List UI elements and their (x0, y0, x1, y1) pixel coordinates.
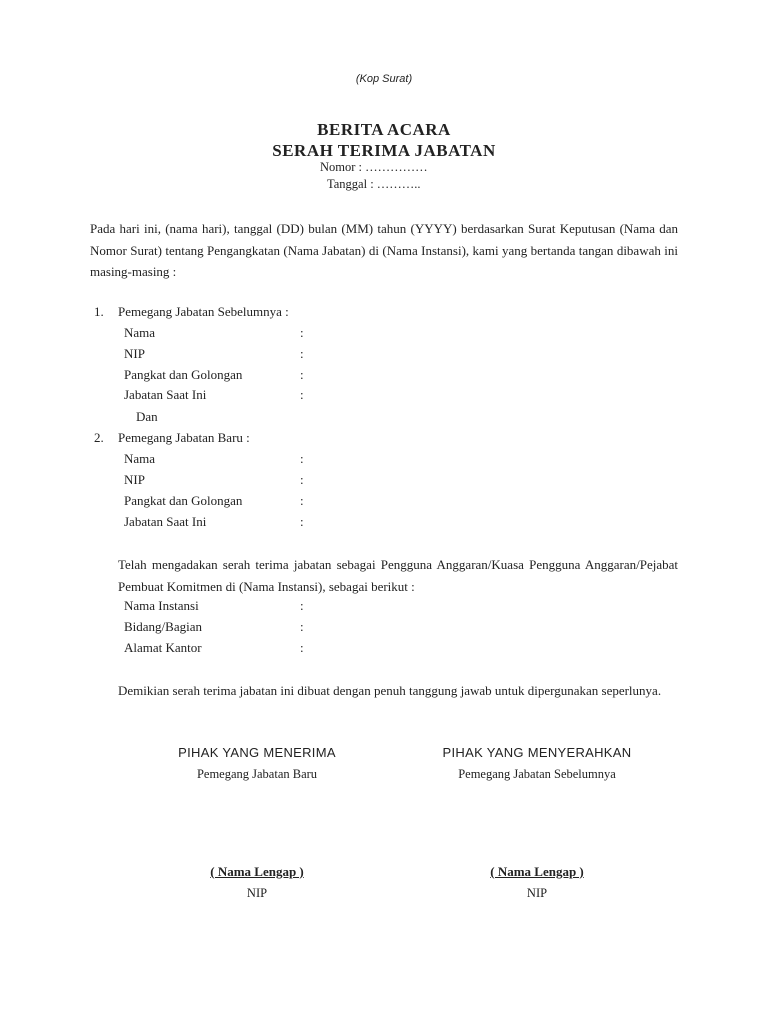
office-field-label: Alamat Kantor (124, 640, 202, 655)
party2-field-label: Pangkat dan Golongan (124, 493, 243, 508)
letterhead-placeholder: (Kop Surat) (355, 73, 413, 85)
field-colon: : (300, 493, 304, 508)
party2-field-label: Nama (124, 451, 156, 466)
left-signature-heading: PIHAK YANG MENERIMA (178, 745, 336, 760)
field-colon: : (300, 387, 304, 402)
closing-paragraph: Demikian serah terima jabatan ini dibuat dengan penuh tanggung jawab untuk dipergunakan seperlunya. (118, 683, 662, 698)
right-signature-nip: NIP (526, 886, 548, 900)
left-signature-name: ( Nama Lengap ) (210, 864, 304, 879)
party1-number: 1. (94, 304, 104, 319)
party1-field-label: Jabatan Saat Ini (124, 387, 207, 402)
document-subtitle: SERAH TERIMA JABATAN (272, 141, 496, 160)
document-title: BERITA ACARA (317, 120, 451, 139)
document-date: Tanggal : ……….. (327, 177, 421, 191)
field-colon: : (300, 325, 304, 340)
field-colon: : (300, 472, 304, 487)
intro-paragraph: Pada hari ini, (nama hari), tanggal (DD) bulan (MM) tahun (YYYY) berdasarkan Surat Keputusan (Nama dan Nomor Surat) tentang Pengangkatan (Nama Jabatan) di (Nama Instansi), kami yang bertanda tangan dibawah ini masing-masing : (90, 221, 678, 279)
left-signature-role: Pemegang Jabatan Baru (196, 767, 318, 781)
office-field-label: Nama Instansi (124, 598, 199, 613)
party2-field-label: Jabatan Saat Ini (124, 514, 207, 529)
right-signature-heading: PIHAK YANG MENYERAHKAN (442, 745, 632, 760)
statement-paragraph: Telah mengadakan serah terima jabatan sebagai Pengguna Anggaran/Kuasa Pengguna Anggaran/Pejabat Pembuat Komitmen di (Nama Instansi), sebagai berikut : (118, 557, 678, 594)
right-signature-name: ( Nama Lengap ) (490, 864, 584, 879)
party1-field-label: NIP (124, 346, 145, 361)
field-colon: : (300, 514, 304, 529)
office-field-label: Bidang/Bagian (124, 619, 202, 634)
party1-field-label: Nama (124, 325, 156, 340)
field-colon: : (300, 346, 304, 361)
right-signature-role: Pemegang Jabatan Sebelumnya (458, 767, 616, 781)
field-colon: : (300, 619, 304, 634)
left-signature-nip: NIP (246, 886, 268, 900)
party1-field-label: Pangkat dan Golongan (124, 367, 243, 382)
party2-heading: Pemegang Jabatan Baru : (118, 430, 250, 445)
document-number: Nomor : …………… (320, 160, 428, 174)
field-colon: : (300, 640, 304, 655)
connector-text: Dan (136, 409, 158, 424)
party2-number: 2. (94, 430, 104, 445)
field-colon: : (300, 451, 304, 466)
field-colon: : (300, 598, 304, 613)
party1-heading: Pemegang Jabatan Sebelumnya : (118, 304, 289, 319)
field-colon: : (300, 367, 304, 382)
party2-field-label: NIP (124, 472, 145, 487)
